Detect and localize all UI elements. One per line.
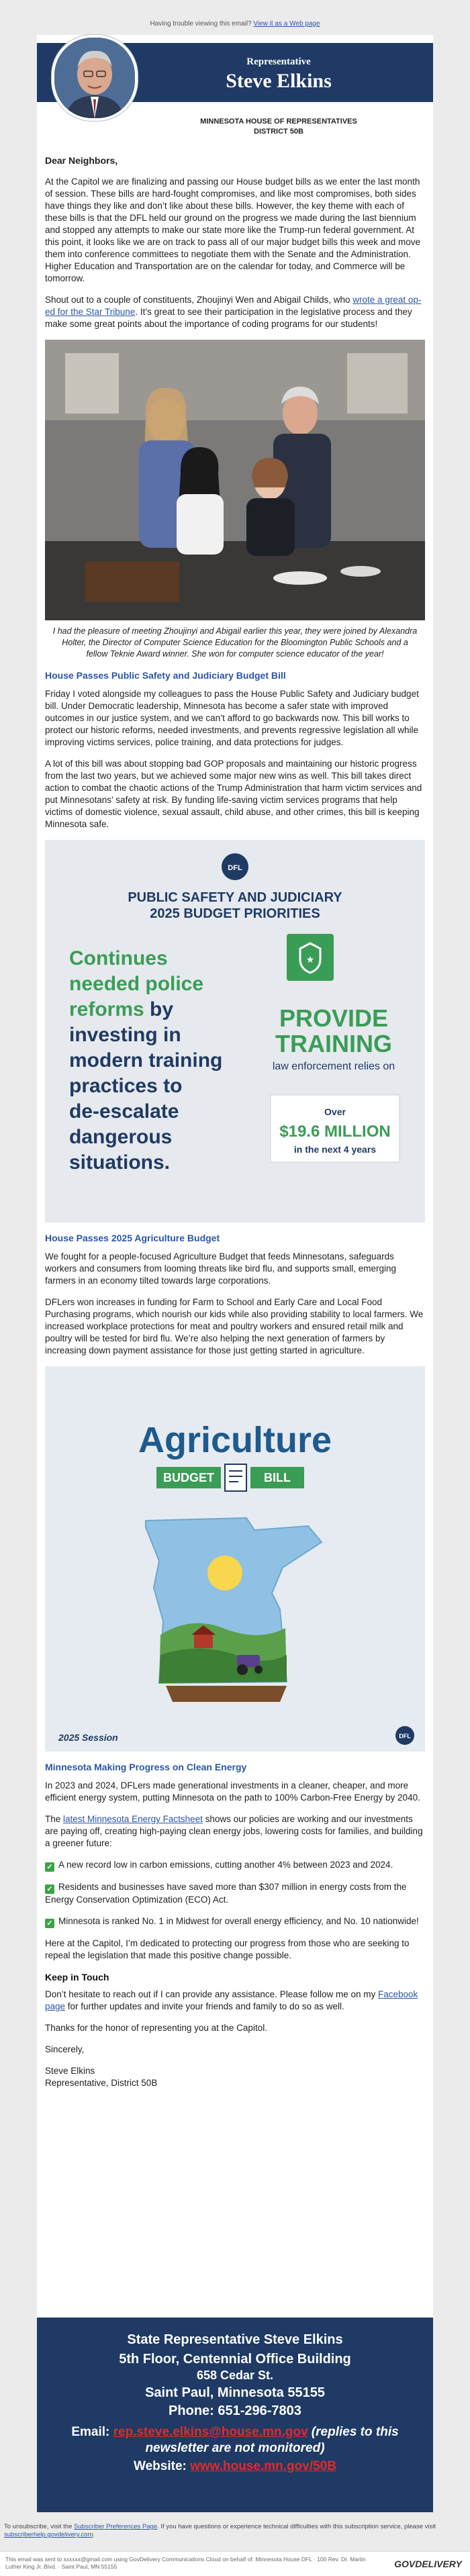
svg-text:DFL: DFL (228, 864, 242, 872)
top-note-text: Having trouble viewing this email? (150, 20, 252, 28)
graphic1-training: TRAINING (275, 1030, 392, 1057)
website-link[interactable]: www.house.mn.gov/50B (190, 2459, 336, 2473)
group-photo-image (45, 340, 425, 620)
header-title-small: Representative (246, 56, 311, 67)
footer-website (37, 2459, 433, 2474)
graphic1-years: in the next 4 years (293, 1144, 377, 1155)
photo-caption: I had the pleasure of meeting Zhoujinyi and Abigail earlier this year, they were joined by Alexandra Holter, the Director of Computer Science Education for the Bloomington Public Schools and a fellow Teknie Award winner. She won for computer science educator of the year! (52, 626, 418, 659)
graphic1-provide: PROVIDE (279, 1004, 389, 1032)
shoutout-after: . It’s great to see their participation in the legislative process and they make some great points about the importance of coding programs for our students! (45, 307, 412, 329)
check-icon: ✓ (45, 1919, 54, 1928)
header (37, 35, 433, 136)
sincerely: Sincerely, (45, 2044, 85, 2054)
footer-contact (37, 2318, 433, 2512)
graphic1-sub: law enforcement relies on (272, 1061, 395, 1072)
newsletter-card (37, 35, 433, 2512)
energy-p3: Here at the Capitol, I’m dedicated to protecting our progress from those who are seeking to repeal the legislation that made this positive change possible. (45, 1938, 410, 1960)
subscriber-preferences-link[interactable]: Subscriber Preferences Page (74, 2523, 158, 2530)
portrait-icon (54, 38, 135, 118)
energy-bullet (45, 1915, 425, 1928)
agriculture-heading: House Passes 2025 Agriculture Budget (45, 1233, 220, 1243)
footer-email-note: (replies to this newsletter are not monitored) (145, 2425, 399, 2455)
agriculture-infographic (45, 1366, 425, 1752)
agriculture-p1: We fought for a people-focused Agriculture Budget that feeds Minnesotans, safeguards workers and consumers from looming threats like bird flu, and supports small, emerging farmers in an economy tilted towards large corporations. (45, 1251, 396, 1286)
energy-p2 (45, 1813, 425, 1850)
footer-email-label: Email: (71, 2425, 113, 2439)
footer-phone: Phone: 651-296-7803 (169, 2403, 301, 2418)
graphic1-title2: 2025 BUDGET PRIORITIES (150, 906, 320, 921)
footer-website-label: Website: (134, 2459, 191, 2473)
unsubscribe-note (0, 2523, 470, 2539)
graphic1-navy-line4: de-escalate (69, 1100, 179, 1123)
unsub-before: To unsubscribe, visit the (4, 2523, 75, 2530)
graphic1-title1: PUBLIC SAFETY AND JUDICIARY (128, 890, 342, 905)
footer-address1: 5th Floor, Centennial Office Building (119, 2352, 351, 2367)
graphic1-navy-line5: dangerous (69, 1126, 173, 1148)
intro-paragraph: At the Capitol we are finalizing and passing our House budget bills as we enter the last month of session. These bills are hard-fought compromises, and like most compromises, both sides have things they like and don’t like about these bills. However, the key theme with each of these bills is that the DFL held our ground on the progress we made during the last biennium and stopped any attempts to make our state more like the Trump-run federal government. At this point, it looks like we are on track to pass all of our major budget bills this week and move them into conference committees to negotiate them with the Senate and the Administration. Higher Education and Transportation are on the calendar for today, and Commerce will be tomorrow. (45, 177, 421, 283)
footer-rep-name: State Representative Steve Elkins (127, 2332, 343, 2347)
sender-info: This email was sent to xxxxxx@gmail.com using GovDelivery Communications Cloud on behalf of: Minnesota House DFL · 100 Rev. Dr. Martin Luther King Jr. Blvd. · Saint Paul, MN 55155 (5, 2556, 366, 2570)
header-name: Steve Elkins (226, 70, 332, 92)
graphic2-title: Agriculture (138, 1420, 332, 1460)
subscriber-help-link[interactable]: subscriberhelp.govdelivery.com (4, 2531, 93, 2538)
footer-city: Saint Paul, Minnesota 55155 (145, 2385, 325, 2400)
greeting: Dear Neighbors, (45, 155, 118, 166)
energy-p2-after: shows our policies are working and our investments are paying off, creating high-paying clean energy jobs, lowering costs for families, and building a greener future: (45, 1814, 423, 1848)
graphic1-navy-line3: practices to (69, 1075, 183, 1097)
email-link[interactable]: rep.steve.elkins@house.mn.gov (113, 2425, 308, 2439)
signature-title: Representative, District 50B (45, 2078, 158, 2088)
public-safety-graphic (45, 840, 425, 1223)
district-info (158, 117, 399, 137)
bottom-bar (0, 2551, 470, 2576)
graphic1-navy-line6: situations. (69, 1151, 171, 1174)
svg-text:★: ★ (306, 955, 315, 965)
public-safety-p2: A lot of this bill was about stopping bad GOP proposals and maintaining our historic progress from the last two years, but we achieved some major new wins as well. This bill takes direct action to combat the chaotic actions of the Trump Administration that harm victim services and put Minnesotans’ safety at risk. By funding life-saving victim services programs that help victims of domestic violence, sexual assault, child abuse, and other crimes, this bill is keeping Minnesota safe. (45, 759, 422, 829)
graphic1-green-line3: reforms by (69, 998, 174, 1020)
energy-bullet (45, 1881, 425, 1906)
newsletter-body (45, 154, 425, 2089)
graphic1-green-line1: Continues (69, 947, 168, 969)
energy-bullet-text: Residents and businesses have saved more than $307 million in energy costs from the Energy Conservation Optimization (ECO) Act. (45, 1882, 407, 1905)
graphic1-green-line2: needed police (69, 973, 204, 995)
public-safety-p1: Friday I voted alongside my colleagues to pass the House Public Safety and Judiciary budget bill. Under Democratic leadership, Minnesota has become a safer state with improved outcomes in our justice system, and we can’t afford to go backwards now. This bill works to protect our historic reforms, needed investments, and prevents regressive legislation all while improving victims services, police training, and data protections for judges. (45, 689, 419, 747)
graphic2-badge2: BILL (264, 1471, 291, 1484)
keep-in-touch-p1 (45, 1989, 425, 2013)
energy-bullet-text: Minnesota is ranked No. 1 in Midwest for overall energy efficiency, and No. 10 nationwide! (58, 1916, 419, 1926)
agriculture-p2: DFLers won increases in funding for Farm to School and Early Care and Local Food Purchasing programs, which nourish our kids while also providing stability to local farmers. We increased workplace protections for meat and poultry workers and ensured retail milk and poultry will be tested for bird flu. We’re also helping the next generation of farmers by increasing down payment assistance for those just getting started in agriculture. (45, 1297, 424, 1355)
footer-address2: 658 Cedar St. (196, 2369, 274, 2382)
energy-p2-before: The (45, 1814, 64, 1824)
facebook-link[interactable]: Facebook page (45, 1989, 418, 2011)
graphic1-navy-line1: investing in (69, 1024, 181, 1046)
check-icon: ✓ (45, 1885, 54, 1894)
shoutout-paragraph (45, 294, 425, 330)
graphic2-badge1: BUDGET (163, 1471, 214, 1484)
kit-p1-after: for further updates and invite your friends and family to do so as well. (65, 2001, 344, 2011)
energy-bullet (45, 1859, 425, 1872)
kit-p1-before: Don’t hesitate to reach out if I can provide any assistance. Please follow me on my (45, 1989, 379, 1999)
energy-factsheet-link[interactable]: latest Minnesota Energy Factsheet (63, 1814, 203, 1824)
svg-text:DFL: DFL (399, 1733, 411, 1739)
graphic1-navy-line2: modern training (69, 1049, 223, 1071)
op-ed-link[interactable]: wrote a great op-ed for the Star Tribune (45, 295, 422, 317)
graphic1-over: Over (324, 1106, 346, 1117)
public-safety-infographic (45, 840, 425, 1223)
public-safety-heading: House Passes Public Safety and Judiciary Budget Bill (45, 670, 286, 681)
web-version-link[interactable]: View it as a Web page (253, 20, 320, 28)
shoutout-before: Shout out to a couple of constituents, Zhoujinyi Wen and Abigail Childs, who (45, 295, 353, 305)
graphic1-amount: $19.6 MILLION (279, 1123, 391, 1141)
agriculture-graphic (45, 1366, 425, 1752)
energy-bullet-text: A new record low in carbon emissions, cutting another 4% between 2023 and 2024. (58, 1860, 393, 1870)
avatar (52, 35, 138, 121)
unsub-middle: . If you have questions or experience technical difficulties with this subscription service, please visit (157, 2523, 436, 2530)
energy-p1: In 2023 and 2024, DFLers made generational investments in a cleaner, cheaper, and more efficient energy system, putting Minnesota on the path to 100% Carbon-Free Energy by 2040. (45, 1780, 420, 1803)
check-icon: ✓ (45, 1862, 54, 1872)
house-line: MINNESOTA HOUSE OF REPRESENTATIVES (200, 117, 357, 126)
signature-name: Steve Elkins (45, 2066, 95, 2076)
constituents-photo (45, 340, 425, 620)
govdelivery-logo: GOVDELIVERY (394, 2559, 462, 2569)
top-note (0, 20, 470, 28)
unsub-after: . (93, 2531, 95, 2538)
footer-email (37, 2424, 433, 2456)
district-line: DISTRICT 50B (254, 128, 303, 136)
graphic2-session: 2025 Session (58, 1732, 118, 1743)
energy-heading: Minnesota Making Progress on Clean Energy (45, 1762, 247, 1772)
keep-in-touch-heading: Keep in Touch (45, 1972, 109, 1983)
thanks-line: Thanks for the honor of representing you at the Capitol. (45, 2023, 267, 2033)
